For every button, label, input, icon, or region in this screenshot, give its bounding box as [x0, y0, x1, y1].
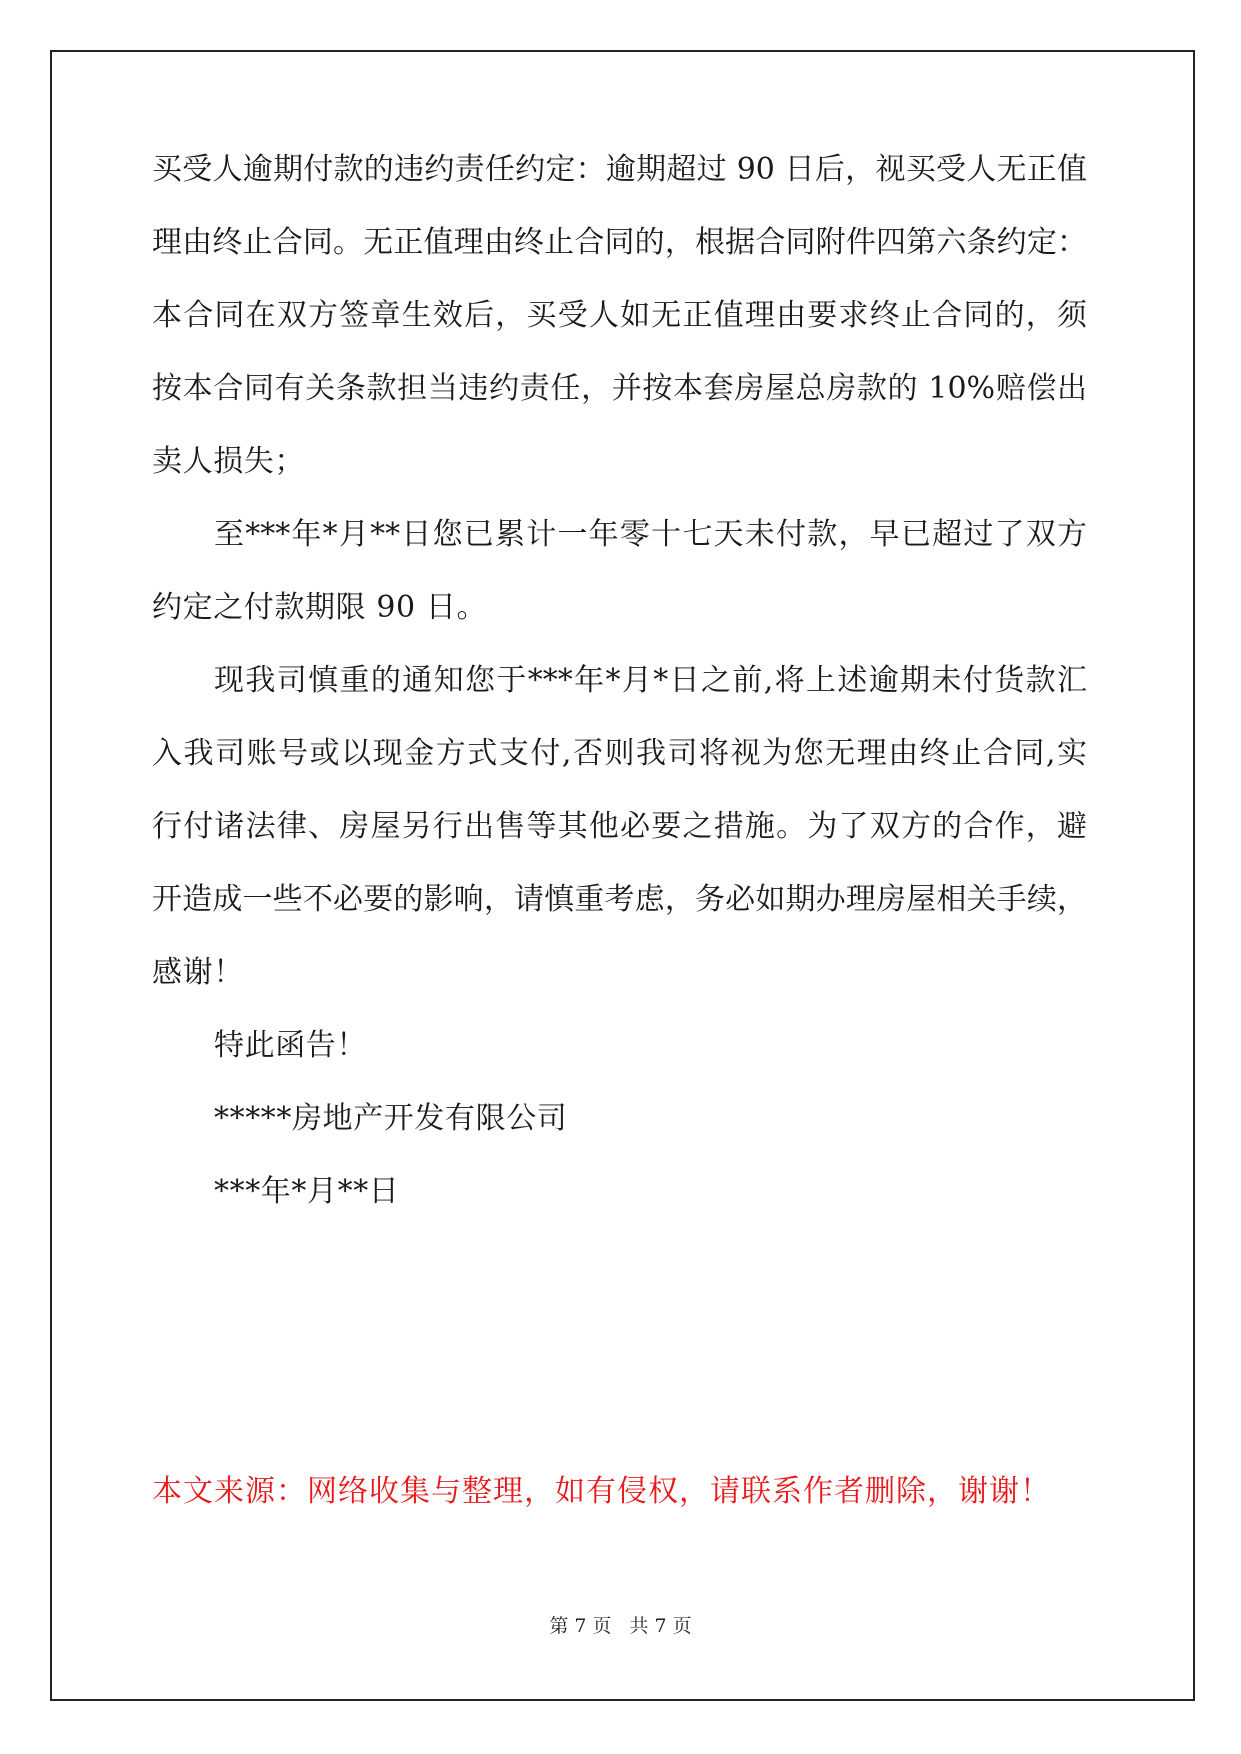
body-line-11: 开造成一些不必要的影响，请慎重考虑，务必如期办理房屋相关手续，	[152, 882, 1087, 917]
body-line-5: 卖人损失；	[152, 444, 305, 479]
page-number-total: 共 7 页	[629, 1615, 692, 1637]
page-number-current: 第 7 页	[549, 1615, 612, 1637]
body-line-12: 感谢！	[152, 955, 244, 990]
closing-line: 特此函告！	[214, 1028, 367, 1063]
body-line-2: 理由终止合同。无正值理由终止合同的，根据合同附件四第六条约定：	[152, 225, 1087, 260]
signature-date: ***年*月**日	[214, 1174, 400, 1209]
body-line-10: 行付诸法律、房屋另行出售等其他必要之措施。为了双方的合作，避	[152, 809, 1087, 844]
source-note: 本文来源：网络收集与整理，如有侵权，请联系作者删除，谢谢！	[152, 1474, 1051, 1509]
body-line-6: 至***年*月**日您已累计一年零十七天未付款，早已超过了双方	[214, 517, 1087, 552]
body-line-4: 按本合同有关条款担当违约责任，并按本套房屋总房款的 10%赔偿出	[152, 371, 1087, 406]
body-line-3: 本合同在双方签章生效后，买受人如无正值理由要求终止合同的，须	[152, 298, 1087, 333]
body-line-7: 约定之付款期限 90 日。	[152, 590, 488, 625]
body-line-9: 入我司账号或以现金方式支付,否则我司将视为您无理由终止合同,实	[152, 736, 1087, 771]
body-line-8: 现我司慎重的通知您于***年*月*日之前,将上述逾期未付货款汇	[214, 663, 1087, 698]
body-line-1: 买受人逾期付款的违约责任约定：逾期超过 90 日后，视买受人无正值	[152, 152, 1087, 187]
page-footer	[0, 1614, 1241, 1638]
signature-company: *****房地产开发有限公司	[214, 1101, 568, 1136]
